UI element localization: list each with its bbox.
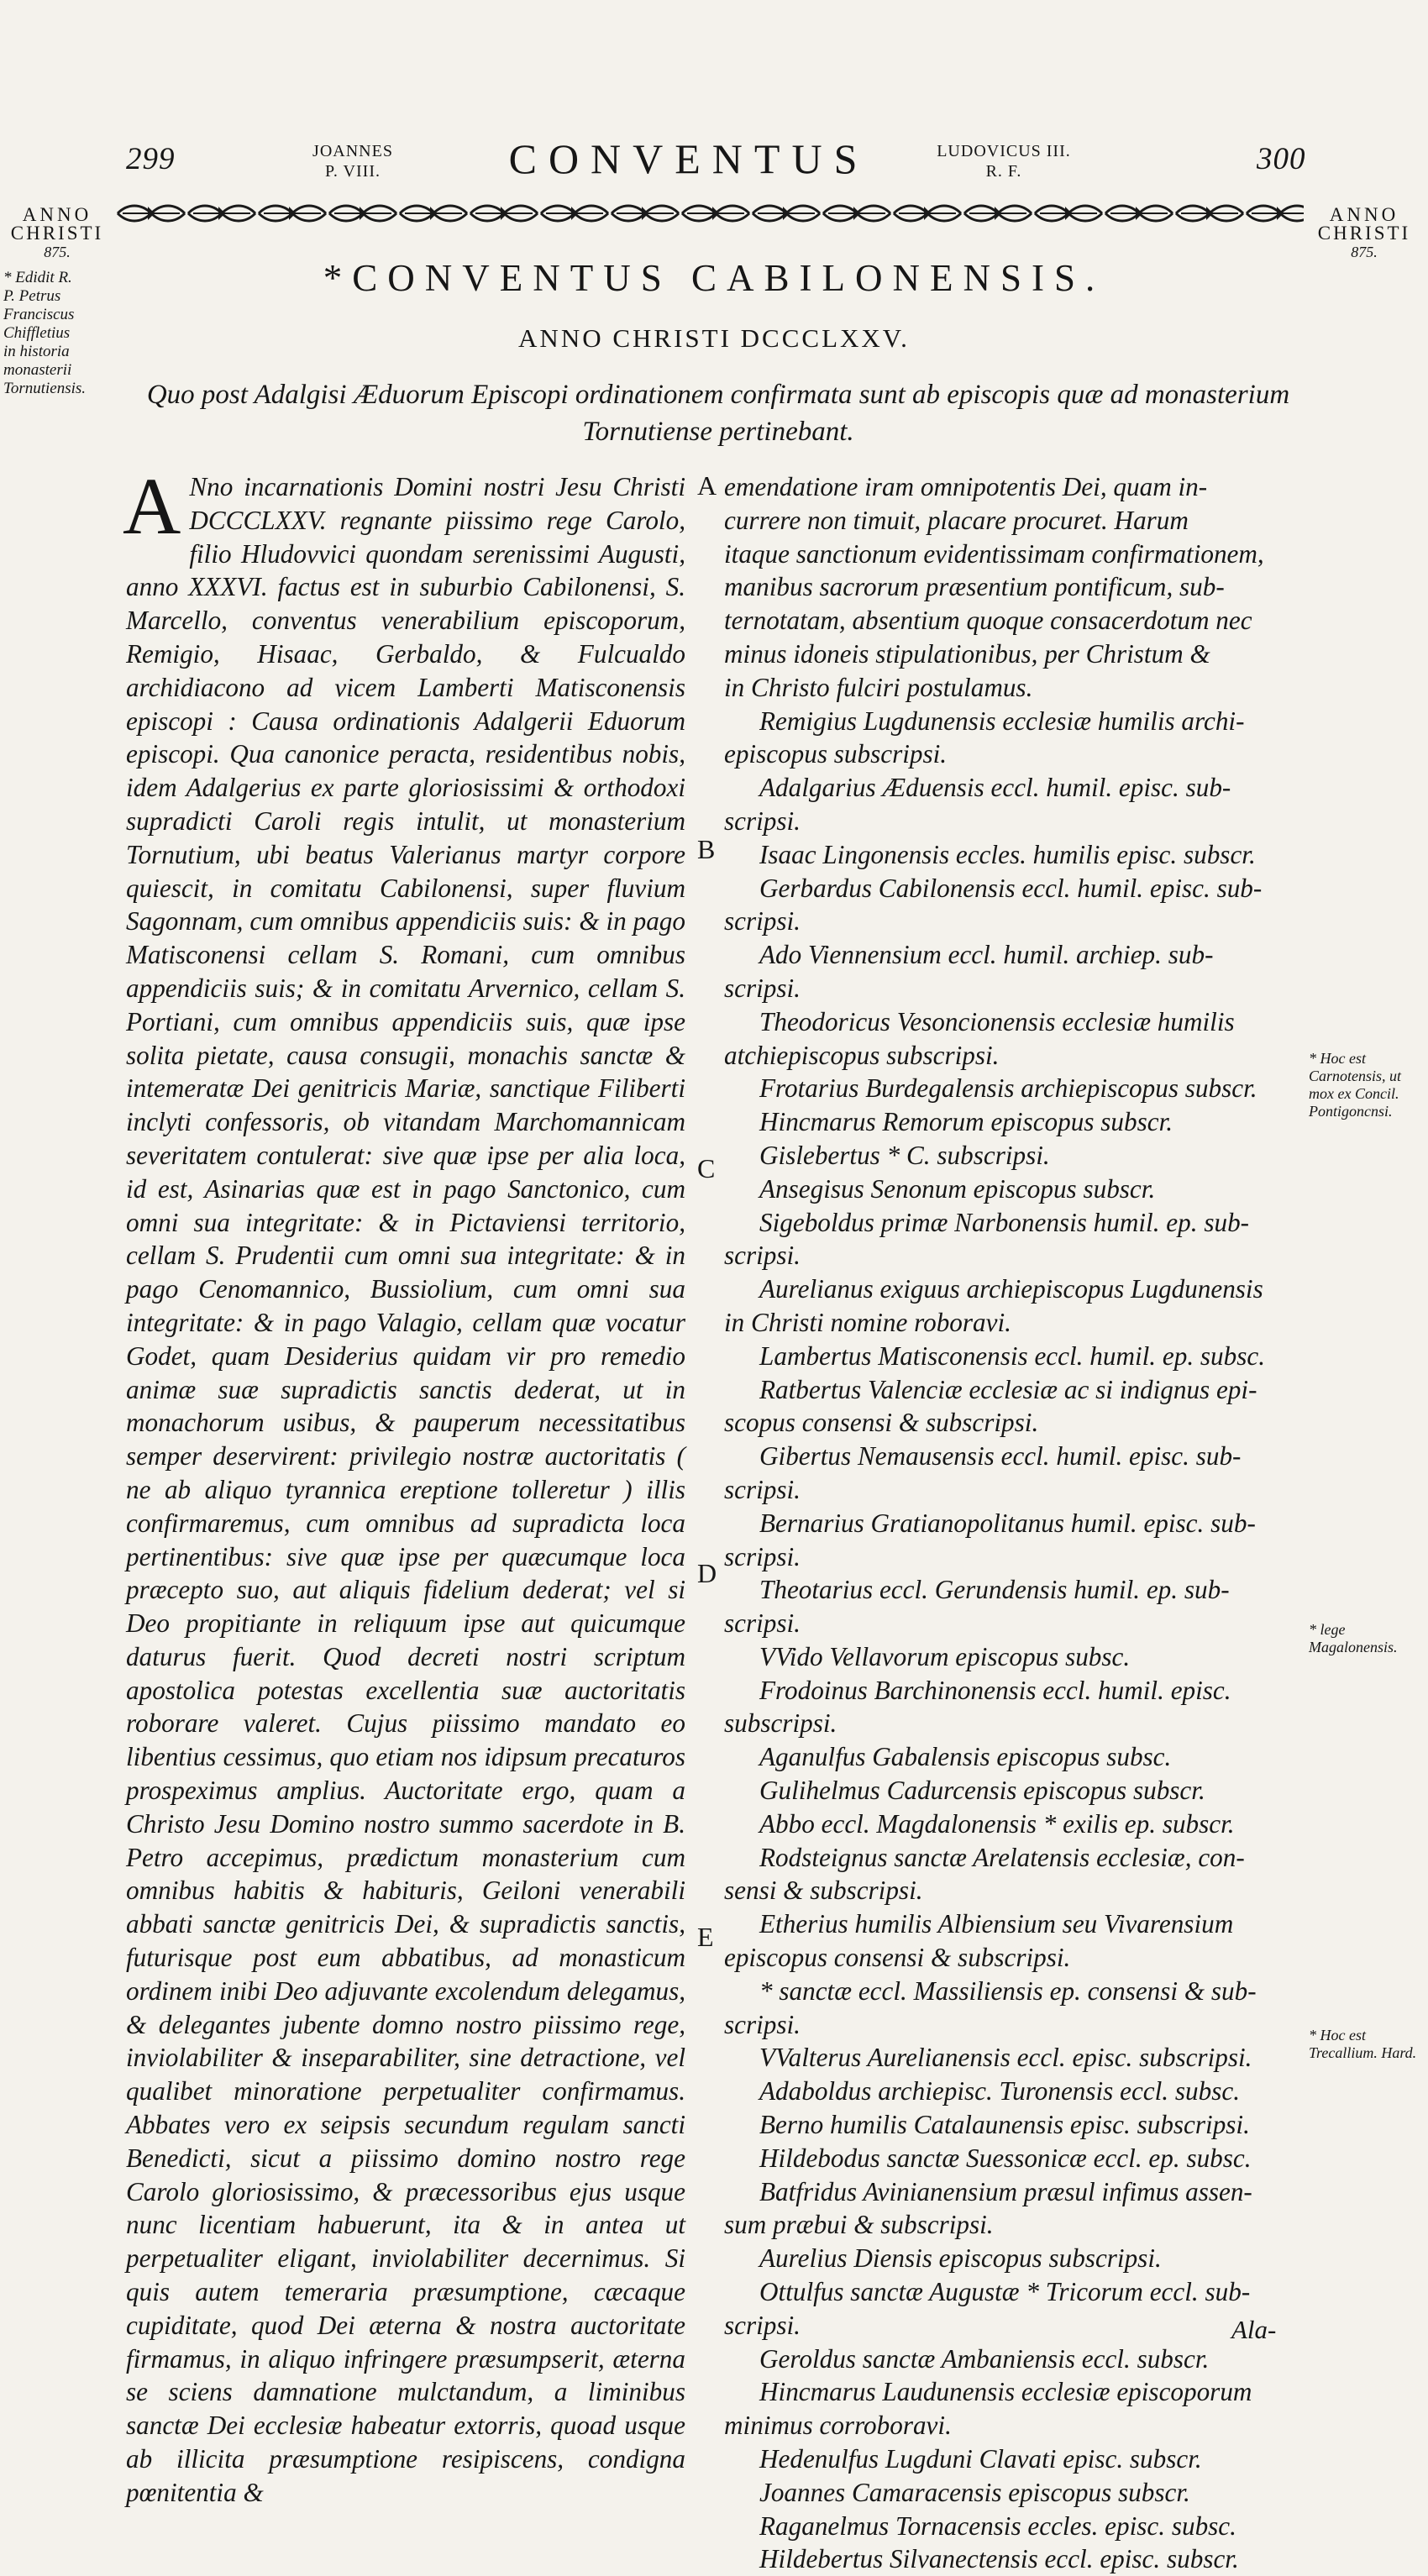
margin-note-right-3: * Hoc est Trecallium. Hard. [1309, 2027, 1417, 2061]
right-column-line: emendatione iram omnipotentis Dei, quam in- [724, 472, 1208, 501]
right-column-line: Ado Viennensium eccl. humil. archiep. sub- [759, 940, 1214, 970]
right-column-line: VVido Vellavorum episcopus subsc. [759, 1641, 1131, 1671]
right-column [724, 470, 1312, 2576]
right-column-line: Hildebodus sanctæ Suessonicæ eccl. ep. subsc. [759, 2143, 1252, 2173]
running-head-right-line-2: R. F. [985, 162, 1022, 181]
right-column-line: manibus sacrorum præsentium pontificum, sub- [724, 572, 1225, 602]
right-column-line: Geroldus sanctæ Ambaniensis eccl. subscr. [759, 2343, 1210, 2374]
year-label: CHRISTI [10, 223, 104, 244]
right-column-line: atchiepiscopus subscripsi. [724, 1040, 1000, 1070]
right-column-line: episcopus subscripsi. [724, 739, 948, 769]
right-column-line: VValterus Aurelianensis eccl. episc. subscripsi. [759, 2043, 1252, 2073]
right-column-line: Frotarius Burdegalensis archiepiscopus subscr. [759, 1073, 1257, 1104]
right-column-line: scripsi. [724, 906, 801, 936]
right-column-line: scopus consensi & subscripsi. [724, 1408, 1039, 1438]
margin-note-line: in historia [3, 343, 70, 360]
right-column-line: Ansegisus Senonum episcopus subscr. [759, 1173, 1156, 1204]
margin-note-line: Tornutiensis. [3, 380, 87, 397]
right-column-line: Remigius Lugdunensis ecclesiæ humilis archi- [759, 706, 1245, 736]
right-column-line: in Christo fulciri postulamus. [724, 672, 1033, 702]
sub-title: ANNO CHRISTI DCCCLXXV. [518, 323, 910, 353]
margin-note-right-1: * Hoc est Carnotensis, ut mox ex Concil. Pontigoncnsi. [1309, 1050, 1402, 1120]
year-box-left [3, 206, 111, 261]
margin-letter-c: C [697, 1153, 716, 1183]
running-head-right-line-1: LUDOVICUS III. [937, 142, 1071, 160]
running-head-right [924, 141, 1084, 181]
right-column-line: Batfridus Avinianensium præsul infimus assen- [759, 2176, 1252, 2206]
right-column-line: Hedenulfus Lugduni Clavati episc. subscr. [759, 2444, 1202, 2474]
right-column-line: Adaboldus archiepisc. Turonensis eccl. subsc. [759, 2076, 1241, 2106]
right-column-line: subscripsi. [724, 1708, 837, 1739]
margin-note-line: Chiffletius [3, 324, 71, 342]
right-column-line: Aganulfus Gabalensis episcopus subsc. [759, 1742, 1172, 1772]
running-head-left-line-1: JOANNES [312, 142, 393, 160]
right-column-line: Gibertus Nemausensis eccl. humil. episc. sub- [759, 1441, 1242, 1472]
margin-letter-b: B [697, 834, 716, 864]
margin-letter-a: A [697, 470, 717, 501]
right-column-line: scripsi. [724, 2009, 801, 2039]
summary: Quo post Adalgisi Æduorum Episcopi ordinationem confirmata sunt ab episcopis quæ ad monasterium Tornutiense pertinebant. [146, 380, 1290, 447]
page-number-right: 300 [1257, 142, 1306, 176]
right-column-line: Aurelius Diensis episcopus subscripsi. [759, 2243, 1162, 2274]
right-column-line: Hincmarus Laudunensis ecclesiæ episcoporum [759, 2377, 1252, 2407]
right-column-line: Abbo eccl. Magdalonensis * exilis ep. subscr. [759, 1808, 1235, 1839]
year-number: 875. [1351, 244, 1378, 260]
right-column-line: sensi & subscripsi. [724, 1876, 923, 1906]
right-column-line: Gerbardus Cabilonensis eccl. humil. episc. sub- [759, 873, 1263, 903]
right-column-line: minus idoneis stipulationibus, per Christum & [724, 638, 1210, 669]
right-column-line: Theotarius eccl. Gerundensis humil. ep. sub- [759, 1575, 1230, 1605]
catchword: Ala- [1231, 2315, 1277, 2344]
right-column-line: scripsi. [724, 973, 801, 1003]
right-column-line: Etherius humilis Albiensium seu Vivarensium [759, 1909, 1234, 1939]
right-column-line: Frodoinus Barchinonensis eccl. humil. episc. [759, 1675, 1231, 1705]
right-column-line: scripsi. [724, 2310, 801, 2340]
right-column-line: itaque sanctionum evidentissimam confirmationem, [724, 538, 1264, 569]
right-column-line: Gulihelmus Cadurcensis episcopus subscr. [759, 1776, 1205, 1806]
right-column-line: Ottulfus sanctæ Augustæ * Tricorum eccl. sub- [759, 2277, 1251, 2307]
ornament-rule [116, 200, 1304, 227]
left-column [123, 461, 685, 2510]
margin-note-line: Franciscus [3, 306, 75, 323]
right-column-line: Sigeboldus primæ Narbonensis humil. ep. sub- [759, 1207, 1250, 1237]
right-column-line: scripsi. [724, 1541, 801, 1571]
page-number-left: 299 [126, 142, 176, 176]
margin-letter-e: E [697, 1922, 714, 1952]
right-column-line: minimus corroboravi. [724, 2411, 952, 2441]
right-column-line: Ratbertus Valenciæ ecclesiæ ac si indignus epi- [759, 1374, 1257, 1404]
right-column-line: Adalgarius Æduensis eccl. humil. episc. sub- [759, 773, 1231, 803]
right-column-line: episcopus consensi & subscripsi. [724, 1943, 1071, 1973]
right-column-line: in Christi nomine roboravi. [724, 1307, 1011, 1337]
year-number: 875. [44, 244, 71, 260]
drop-capital: A [123, 461, 181, 551]
running-head-left [298, 141, 407, 181]
right-column-line: scripsi. [724, 1608, 801, 1639]
right-column-line: Raganelmus Tornacensis eccles. episc. subsc. [759, 2510, 1236, 2541]
running-title: CONVENTUS [508, 135, 869, 182]
right-column-line: Theodoricus Vesoncionensis ecclesiæ humilis [759, 1006, 1235, 1036]
margin-note-right-2: * lege Magalonensis. [1309, 1621, 1398, 1655]
right-column-line: Gislebertus * C. subscripsi. [759, 1140, 1050, 1170]
right-column-line: scripsi. [724, 805, 801, 836]
right-column-line: scripsi. [724, 1241, 801, 1271]
margin-note-line: * Edidit R. [3, 269, 72, 286]
right-column-line: Bernarius Gratianopolitanus humil. episc. sub- [759, 1508, 1256, 1538]
margin-letter-d: D [697, 1558, 717, 1588]
margin-note-left [3, 269, 114, 398]
margin-note-line: P. Petrus [3, 287, 61, 305]
right-column-line: Joannes Camaracensis episcopus subscr. [759, 2477, 1190, 2507]
year-label: ANNO [22, 204, 92, 225]
year-box-right [1310, 206, 1418, 261]
margin-note-line: monasterii [3, 361, 72, 379]
right-column-line: Berno humilis Catalaunensis episc. subscripsi. [759, 2110, 1250, 2140]
right-column-line: sum præbui & subscripsi. [724, 2210, 994, 2240]
left-column-text: Nno incarnationis Domini nostri Jesu Christi DCCCLXXV. regnante piissimo rege Carolo, filio Hludovvici quondam serenissimi Augusti, anno XXXVI. factus est in suburbio Cabilonensi, S. Marcello, conventus venerabilium episcoporum, Remigio, Hisaac, Gerbaldo, & Fulcualdo archidiacono ad vicem Lamberti Matisconensis episcopi : Causa ordinationis Adalgerii Eduorum episcopi. Qua canonice peracta, residentibus nobis, idem Adalgerius ex parte gloriosissimi & orthodoxi supradicti Caroli regis intulit, ut monasterium Tornutium, ubi beatus Valerianus martyr corpore quiescit, in comitatu Cabilonensi, super fluvium Sagonnam, cum omnibus appendiciis suis: & in pago Matisconensi cellam S. Romani, cum omnibus appendiciis suis; & in comitatu Arvernico, cellam S. Portiani, cum omnibus appendiciis suis, quæ ipse solita pietate, causa consugii, monachis sanctæ & intemeratæ Dei genitricis Mariæ, sanctique Filiberti inclyti confessoris, ob vitandam Marchomannicam severitatem contulerat: sive quæ ipse per alia loca, id est, Asinarias quæ est in pago Sanctonico, cum omni sua integritate: & in Pictaviensi territorio, cellam S. Prudentii cum omni sua integritate: & in pago Cenomannico, Bussiolium, cum omni sua integritate: & in pago Valagio, cellam quæ vocatur Godet, quam Desiderius quidam vir pro remedio animæ suæ supradictis sanctis dederat, ut in monachorum usibus, & pauperum necessitatibus semper deservirent: privilegio nostræ auctoritatis ( ne ab aliquo tyrannica ereptione tolleretur ) illis confirmaremus, cum omnibus ad supradicta loca pertinentibus: sive quæ ipse per quæcumque loca præcepto suo, aut aliquis fidelium dederat; vel si Deo propitiante in reliquum ipse aut quicumque daturus fuerit. Quod decreti nostri scriptum apostolica potestas excellentia suæ auctoritatis roborare valeret. Cujus piissimo mandato eo libentius cessimus, quo etiam nos idipsum precaturos prospeximus amplius. Auctoritate ergo, quam a Christo Jesu Domino nostro summo sacerdote in B. Petro accepimus, prædictum monasterium cum omnibus habitis & habituris, Geiloni venerabili abbati sanctæ genitricis Dei, & supradictis sanctis, futurisque post eum abbatibus, ad monasticum ordinem inibi Deo adjuvante excolendum delegamus, & delegantes jubente domno nostro piissimo rege, inviolabiliter & inseparabiliter, sine detractione, vel qualibet minoratione perpetualiter confirmamus. Abbates vero ex seipsis secundum regulam sancti Benedicti, sicut a piissimo domino nostro rege Carolo gloriosissimo, & præcessoribus ejus usque nunc licentiam habuerunt, ita & in antea ut perpetualiter eligant, inviolabiliter decernimus. Si quis autem temeraria præsumptione, cæcaque cupiditate, quod Dei æterna & nostra auctoritate firmamus, in aliquo infringere præsumpserit, æterna se sciens damnatione mulctandum, a liminibus sanctæ Dei ecclesiæ habeatur extorris, quoad usque ab illicita præsumptione resipiscens, condigna pœnitentia & [126, 472, 685, 2507]
year-label: CHRISTI [1317, 223, 1411, 244]
right-column-line: * sanctæ eccl. Massiliensis ep. consensi & sub- [759, 1975, 1257, 2006]
right-column-line: Hincmarus Remorum episcopus subscr. [759, 1107, 1173, 1137]
year-label: ANNO [1329, 204, 1399, 225]
right-column-line: currere non timuit, placare procuret. Harum [724, 505, 1189, 535]
main-title: *CONVENTUS CABILONENSIS. [323, 257, 1105, 299]
right-column-line: Lambertus Matisconensis eccl. humil. ep. subsc. [759, 1340, 1266, 1371]
running-head-left-line-2: P. VIII. [325, 162, 381, 181]
right-column-line: scripsi. [724, 1474, 801, 1504]
right-column-line: Hildebertus Silvanectensis eccl. episc. subscr. [759, 2544, 1239, 2574]
right-column-line: Isaac Lingonensis eccles. humilis episc. subscr. [759, 839, 1256, 869]
right-column-line: Rodsteignus sanctæ Arelatensis ecclesiæ, con- [759, 1842, 1245, 1872]
right-column-line: Aurelianus exiguus archiepiscopus Lugdunensis [759, 1274, 1263, 1304]
right-column-line: ternotatam, absentium quoque consacerdotum nec [724, 606, 1252, 636]
